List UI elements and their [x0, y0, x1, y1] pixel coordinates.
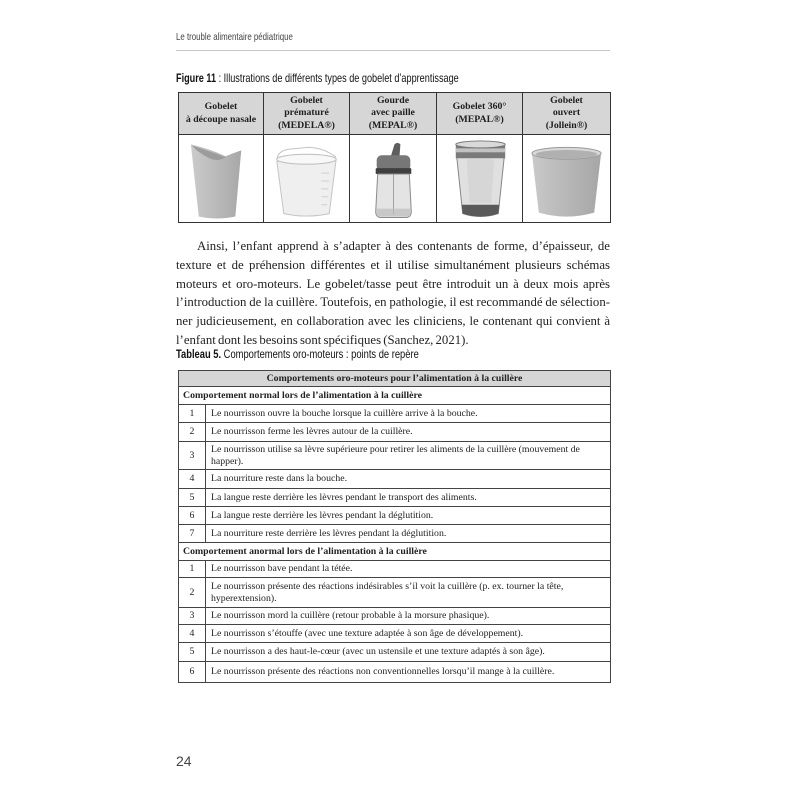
- row-text: La langue reste derrière les lèvres pendant le transport des aliments.: [206, 489, 611, 507]
- row-number: 2: [179, 578, 206, 608]
- paragraph-line: texture et de préhension différentes et il utilise simultanément plusieurs schémas: [176, 257, 610, 272]
- row-number: 3: [179, 442, 206, 470]
- cup-top: [456, 141, 505, 148]
- cup-lid-highlight: [456, 148, 505, 152]
- row-text: Le nourrisson présente des réactions non conventionnelles lorsqu’il mange à la cuillère.: [206, 662, 611, 683]
- row-text: La nourriture reste dans la bouche.: [206, 470, 611, 489]
- open-cup-image: [523, 135, 610, 222]
- bottle-straw: [391, 143, 401, 157]
- row-number: 2: [179, 423, 206, 442]
- table-row: [179, 470, 611, 489]
- running-header: Le trouble alimentaire pédiatrique: [176, 31, 293, 43]
- row-text: Le nourrisson s’étouffe (avec une texture adaptée à son âge de développement).: [206, 625, 611, 643]
- table-row: [179, 662, 611, 683]
- paragraph-line: ner judicieusement, en collaboration avec les cliniciens, le contenant qui convient à: [176, 314, 610, 329]
- figure-label: Figure 11: [176, 71, 217, 85]
- col-label-line: (MEPAL®): [368, 119, 418, 131]
- table-label: Tableau 5.: [176, 347, 222, 361]
- oromotor-table: [178, 370, 611, 683]
- table-header-row: [179, 371, 611, 387]
- row-number: 1: [179, 561, 206, 578]
- col-label-line: prématuré: [284, 107, 329, 119]
- section-title-abnormal: Comportement anormal lors de l’alimentation à la cuillère: [179, 543, 611, 561]
- figure-image-cell: [264, 135, 350, 223]
- table-row: [179, 405, 611, 423]
- section-row: [179, 543, 611, 561]
- row-number: 1: [179, 405, 206, 423]
- col-label-line: à découpe nasale: [185, 113, 257, 125]
- col-label-line: Gobelet: [290, 94, 323, 106]
- premature-cup-image: [264, 135, 349, 222]
- row-number: 6: [179, 662, 206, 683]
- table-row: [179, 507, 611, 525]
- figure-image-cell: [437, 135, 523, 223]
- row-number: 5: [179, 489, 206, 507]
- nasal-cutout-cup-image: [179, 135, 263, 222]
- header-rule: [176, 50, 610, 51]
- bottle-lid-band: [376, 168, 412, 174]
- figure-caption-text: : Illustrations de différents types de gobelet d’apprentissage: [216, 71, 459, 85]
- cup-inside: [536, 150, 597, 159]
- row-text: La nourriture reste derrière les lèvres pendant la déglutition.: [206, 525, 611, 543]
- table-caption: [176, 347, 419, 361]
- cup-body: [277, 159, 336, 216]
- row-text: Le nourrisson mord la cuillère (retour probable à la morsure phasique).: [206, 608, 611, 625]
- cup-body: [532, 153, 601, 216]
- cup-base: [462, 205, 500, 217]
- row-number: 4: [179, 625, 206, 643]
- page-number: 24: [176, 753, 192, 769]
- paragraph-line: moteurs et oro-moteurs. Le gobelet/tasse peut être introduit un à deux mois après: [176, 276, 610, 291]
- col-label-line: avec paille: [371, 107, 415, 119]
- row-text: Le nourrisson bave pendant la tétée.: [206, 561, 611, 578]
- row-text: Le nourrisson présente des réactions indésirables s’il voit la cuillère (p. ex. tourner la tête, hyperextension).: [206, 578, 611, 608]
- figure-image-cell: [179, 135, 264, 223]
- figure-col-nasal-cutout: [179, 93, 264, 135]
- col-label-line: Gourde: [376, 94, 410, 106]
- table-row: [179, 578, 611, 608]
- figure-image-cell: [523, 135, 611, 223]
- table-row: [179, 643, 611, 662]
- cup-inner-shade: [467, 159, 495, 202]
- row-text: Le nourrisson utilise sa lèvre supérieure pour retirer les aliments de la cuillère (mouvement de happer).: [206, 442, 611, 470]
- paragraph-line: l’enfant dont les besoins sont spécifiques (Sanchez, 2021).: [176, 332, 469, 347]
- bottle-base: [377, 209, 411, 217]
- table-caption-text: Comportements oro-moteurs : points de repère: [221, 347, 419, 361]
- 360-cup-image: [437, 135, 522, 222]
- table-row: [179, 625, 611, 643]
- row-text: Le nourrisson ouvre la bouche lorsque la cuillère arrive à la bouche.: [206, 405, 611, 423]
- col-label-line: Gobelet: [204, 101, 238, 113]
- figure-image-cell: [350, 135, 437, 223]
- section-title-normal: Comportement normal lors de l’alimentation à la cuillère: [179, 387, 611, 405]
- table-row: [179, 442, 611, 470]
- body-paragraph: [176, 237, 610, 350]
- row-number: 7: [179, 525, 206, 543]
- table-row: [179, 489, 611, 507]
- figure-col-straw-bottle: [350, 93, 437, 135]
- paragraph-line: l’introduction de la cuillère. Toutefois, en pathologie, il est recommandé de sélection-: [176, 295, 610, 310]
- figure-header-row: [179, 93, 611, 135]
- col-label-line: (Jollein®): [545, 119, 588, 131]
- figure-col-360-cup: [437, 93, 523, 135]
- section-row: [179, 387, 611, 405]
- col-label-line: Gobelet 360°: [452, 101, 507, 113]
- row-text: La langue reste derrière les lèvres pendant la déglutition.: [206, 507, 611, 525]
- cup-rim: [277, 154, 336, 164]
- figure-col-open-cup: [523, 93, 611, 135]
- figure-col-premature: [264, 93, 350, 135]
- table-row: [179, 423, 611, 442]
- paragraph-line: Ainsi, l’enfant apprend à s’adapter à des contenants de forme, d’épaisseur, de: [197, 239, 610, 253]
- col-label-line: (MEDELA®): [278, 119, 335, 131]
- figure-caption: [176, 71, 459, 85]
- figure-table: [178, 92, 611, 223]
- row-text: Le nourrisson ferme les lèvres autour de la cuillère.: [206, 423, 611, 442]
- col-label-line: Gobelet: [550, 94, 583, 106]
- row-number: 5: [179, 643, 206, 662]
- row-text: Le nourrisson a des haut-le-cœur (avec un ustensile et une texture adaptés à son âge).: [206, 643, 611, 662]
- col-label-line: ouvert: [552, 107, 581, 119]
- col-label-line: (MEPAL®): [455, 113, 504, 125]
- table-row: [179, 608, 611, 625]
- row-number: 4: [179, 470, 206, 489]
- table-row: [179, 561, 611, 578]
- row-number: 3: [179, 608, 206, 625]
- row-number: 6: [179, 507, 206, 525]
- straw-bottle-image: [350, 135, 436, 222]
- table-row: [179, 525, 611, 543]
- figure-image-row: [179, 135, 611, 223]
- table-header: Comportements oro-moteurs pour l’alimentation à la cuillère: [179, 371, 611, 387]
